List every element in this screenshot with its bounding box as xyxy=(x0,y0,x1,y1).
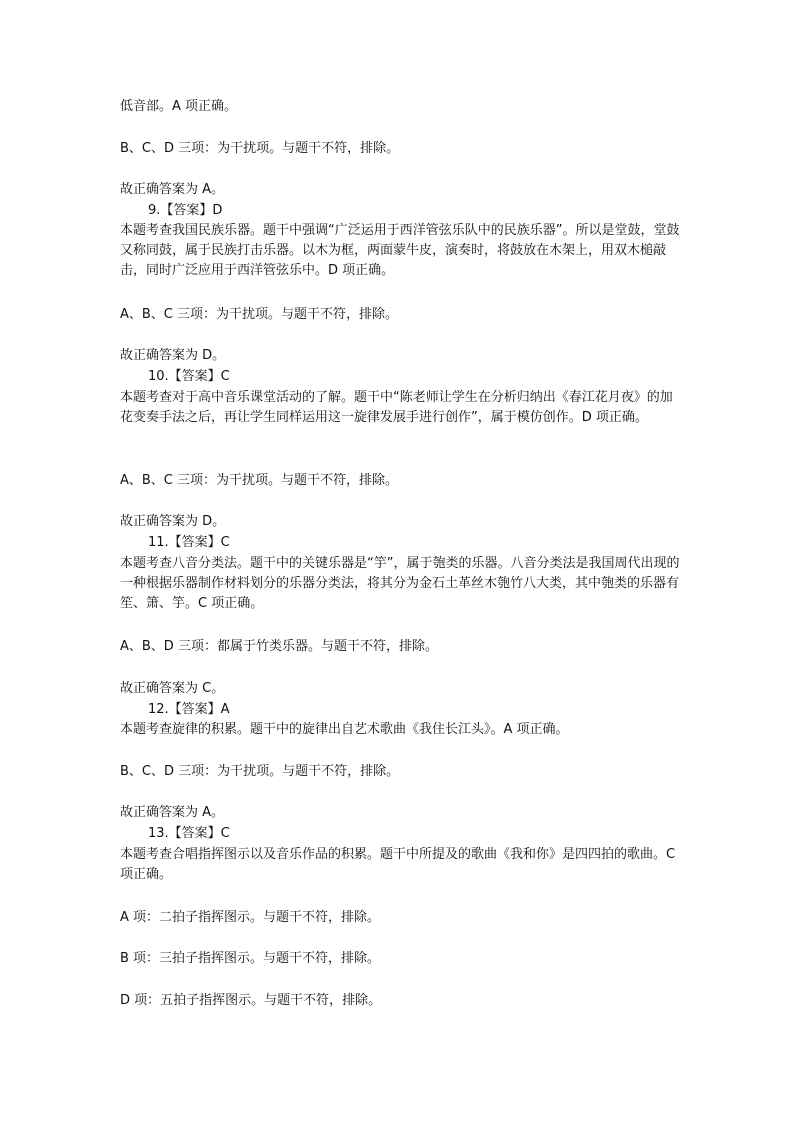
answer-heading: 11.【答案】C xyxy=(148,535,230,550)
text-line: A、B、C 三项：为干扰项。与题干不符，排除。 xyxy=(120,473,399,488)
text-line: B、C、D 三项：为干扰项。与题干不符，排除。 xyxy=(120,764,400,779)
answer-heading: 10.【答案】C xyxy=(148,369,230,384)
text-line: 故正确答案为 D。 xyxy=(120,514,226,529)
answer-heading: 9.【答案】D xyxy=(148,203,223,218)
text-line: D 项：五拍子指挥图示。与题干不符，排除。 xyxy=(120,993,382,1008)
explanation-paragraph: 本题考查旋律的积累。题干中的旋律出自艺术歌曲《我住长江头》。A 项正确。 xyxy=(120,722,569,737)
text-line: A、B、C 三项：为干扰项。与题干不符，排除。 xyxy=(120,307,399,322)
text-line: 故正确答案为 D。 xyxy=(120,348,226,363)
text-line: 故正确答案为 A。 xyxy=(120,182,225,197)
text-line: 低音部。A 项正确。 xyxy=(120,99,238,114)
answer-heading: 13.【答案】C xyxy=(148,826,230,841)
explanation-paragraph: 本题考查我国民族乐器。题干中强调“广泛运用于西洋管弦乐队中的民族乐器”。所以是堂鼓，堂鼓又称同鼓，属于民族打击乐器。以木为框，两面蒙牛皮，演奏时，将鼓放在木架上，用双木槌敲击，同时广泛应用于西洋管弦乐中。D 项正确。 xyxy=(120,223,680,278)
explanation-paragraph: 本题考查对于高中音乐课堂活动的了解。题干中“陈老师让学生在分析归纳出《春江花月夜》的加花变奏手法之后，再让学生同样运用这一旋律发展手进行创作”，属于模仿创作。D 项正确。 xyxy=(120,390,673,425)
answer-heading: 12.【答案】A xyxy=(148,702,230,717)
text-line: A 项：二拍子指挥图示。与题干不符，排除。 xyxy=(120,910,381,925)
text-line: 故正确答案为 C。 xyxy=(120,681,225,696)
text-line: 故正确答案为 A。 xyxy=(120,805,225,820)
explanation-paragraph: 本题考查合唱指挥图示以及音乐作品的积累。题干中所提及的歌曲《我和你》是四四拍的歌曲。C 项正确。 xyxy=(120,847,676,882)
text-line: B 项：三拍子指挥图示。与题干不符，排除。 xyxy=(120,951,381,966)
text-line: A、B、D 三项：都属于竹类乐器。与题干不符，排除。 xyxy=(120,639,438,654)
text-line: B、C、D 三项：为干扰项。与题干不符，排除。 xyxy=(120,141,400,156)
explanation-paragraph: 本题考查八音分类法。题干中的关键乐器是“竽”，属于匏类的乐器。八音分类法是我国周代出现的一种根据乐器制作材料划分的乐器分类法，将其分为金石土革丝木匏竹八大类，其中匏类的乐器有笙、箫、竽。C 项正确。 xyxy=(120,556,680,611)
